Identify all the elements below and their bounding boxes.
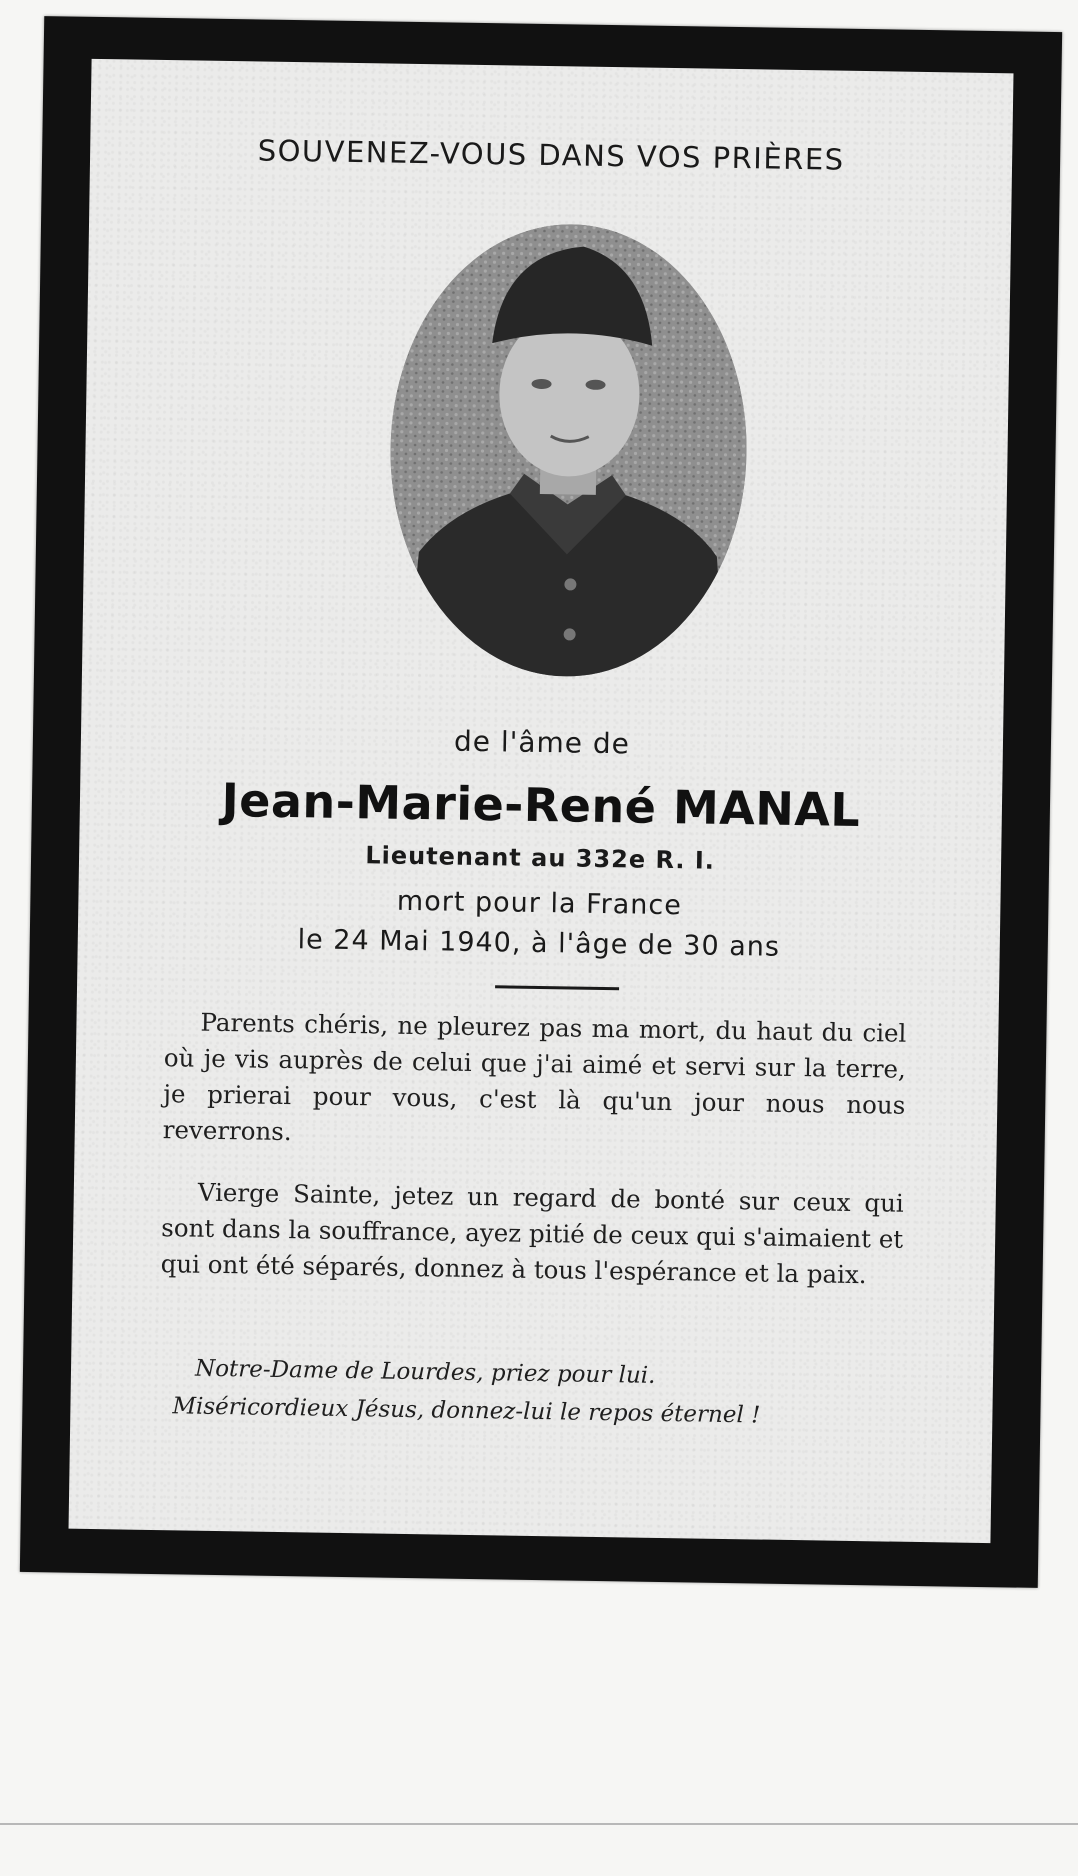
rank-line: Lieutenant au 332e R. I. [365,841,716,875]
paragraph-virgin: Vierge Sainte, jetez un regard de bonté sur ceux qui sont dans la souffrance, ayez pitié de ceux qui s'aimaient et qui ont été séparés, donnez à tous l'espérance et la paix. [160,1177,904,1290]
deceased-name: Jean-Marie-René MANAL [221,772,861,838]
paragraph-parents: Parents chéris, ne pleurez pas ma mort, du haut du ciel où je vis auprès de celui que j'ai aimé et servi sur la terre, je prierai pour vous, c'est là qu'un jour nous nous reverrons. [162,1007,907,1147]
scan-edge-line [0,1823,1078,1825]
of-soul-line: de l'âme de [453,724,631,761]
soldier-portrait [387,222,750,680]
memorial-card [20,16,1062,1588]
divider-rule [495,985,619,990]
prayer-lourdes: Notre-Dame de Lourdes, priez pour lui. [194,1355,656,1389]
memorial-card-inner [69,59,1014,1543]
card-heading: SOUVENEZ-VOUS DANS VOS PRIÈRES [257,133,845,177]
date-line: le 24 Mai 1940, à l'âge de 30 ans [297,924,781,963]
died-for-line: mort pour la France [396,885,683,922]
prayer-jesus: Miséricordieux Jésus, donnez-lui le repos éternel ! [172,1393,761,1429]
